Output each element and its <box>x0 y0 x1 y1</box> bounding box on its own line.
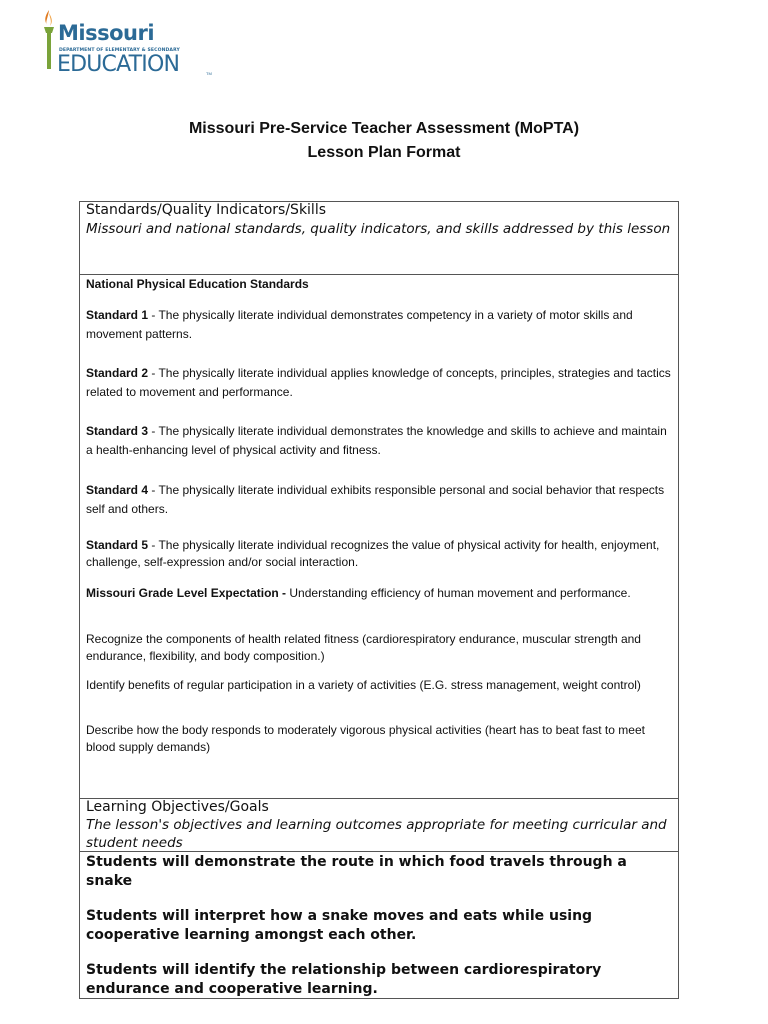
standard-text: - The physically literate individual demonstrates the knowledge and skills to achieve and maintain a health-enhancing level of physical activity and fitness. <box>86 424 667 457</box>
logo-education-text: EDUCATION <box>57 52 180 77</box>
standards-paragraph: Describe how the body responds to moderately vigorous physical activities (heart has to beat fast to meet blood supply demands) <box>86 723 645 754</box>
document-subtitle: Lesson Plan Format <box>307 144 461 161</box>
standard-label: Standard 5 <box>86 538 149 552</box>
standard-3 <box>86 422 674 460</box>
standard-1 <box>86 306 674 344</box>
standard-text: - The physically literate individual demonstrates competency in a variety of motor skills and movement patterns. <box>86 308 633 341</box>
standard-5 <box>86 537 674 571</box>
gle-label: Missouri Grade Level Expectation - <box>86 586 290 600</box>
gle-text: Understanding efficiency of human movement and performance. <box>289 586 631 600</box>
standard-text: - The physically literate individual applies knowledge of concepts, principles, strategies and tactics related to movement and performance. <box>86 366 671 399</box>
standard-text: - The physically literate individual recognizes the value of physical activity for health, enjoyment, challenge, self-expression and/or social interaction. <box>86 538 660 569</box>
missouri-education-logo <box>40 8 220 77</box>
standards-body-cell <box>79 274 679 799</box>
torch-icon <box>40 8 58 70</box>
standard-2 <box>86 364 674 402</box>
objectives-heading: Learning Objectives/Goals <box>86 799 269 815</box>
standards-header-cell <box>79 201 679 275</box>
objective-item: Students will identify the relationship between cardiorespiratory endurance and cooperative learning. <box>86 962 602 997</box>
logo-trademark: TM <box>206 71 212 76</box>
national-standards-heading: National Physical Education Standards <box>86 277 309 291</box>
objectives-header-cell <box>79 798 679 852</box>
objective-item: Students will demonstrate the route in which food travels through a snake <box>86 854 627 889</box>
standard-label: Standard 2 <box>86 366 149 380</box>
objectives-body-cell <box>79 851 679 999</box>
standards-paragraph: Identify benefits of regular participation in a variety of activities (E.G. stress management, weight control) <box>86 678 641 692</box>
standard-label: Standard 1 <box>86 308 149 322</box>
standards-paragraph: Recognize the components of health related fitness (cardiorespiratory endurance, muscular strength and endurance, flexibility, and body composition.) <box>86 632 641 663</box>
standard-label: Standard 3 <box>86 424 149 438</box>
objective-item: Students will interpret how a snake moves and eats while using cooperative learning amongst each other. <box>86 908 593 943</box>
logo-state-text: Missouri <box>58 21 155 45</box>
grade-level-expectation <box>86 585 674 602</box>
standard-label: Standard 4 <box>86 483 149 497</box>
standards-heading: Standards/Quality Indicators/Skills <box>86 202 327 218</box>
standard-4 <box>86 481 674 519</box>
standard-text: - The physically literate individual exhibits responsible personal and social behavior that respects self and others. <box>86 483 665 516</box>
document-title: Missouri Pre-Service Teacher Assessment (MoPTA) <box>188 120 580 137</box>
standards-subheading: Missouri and national standards, quality indicators, and skills addressed by this lesson <box>86 221 671 237</box>
logo-department-text: DEPARTMENT OF ELEMENTARY & SECONDARY <box>59 48 180 53</box>
objectives-subheading: The lesson's objectives and learning outcomes appropriate for meeting curricular and student needs <box>86 817 667 851</box>
